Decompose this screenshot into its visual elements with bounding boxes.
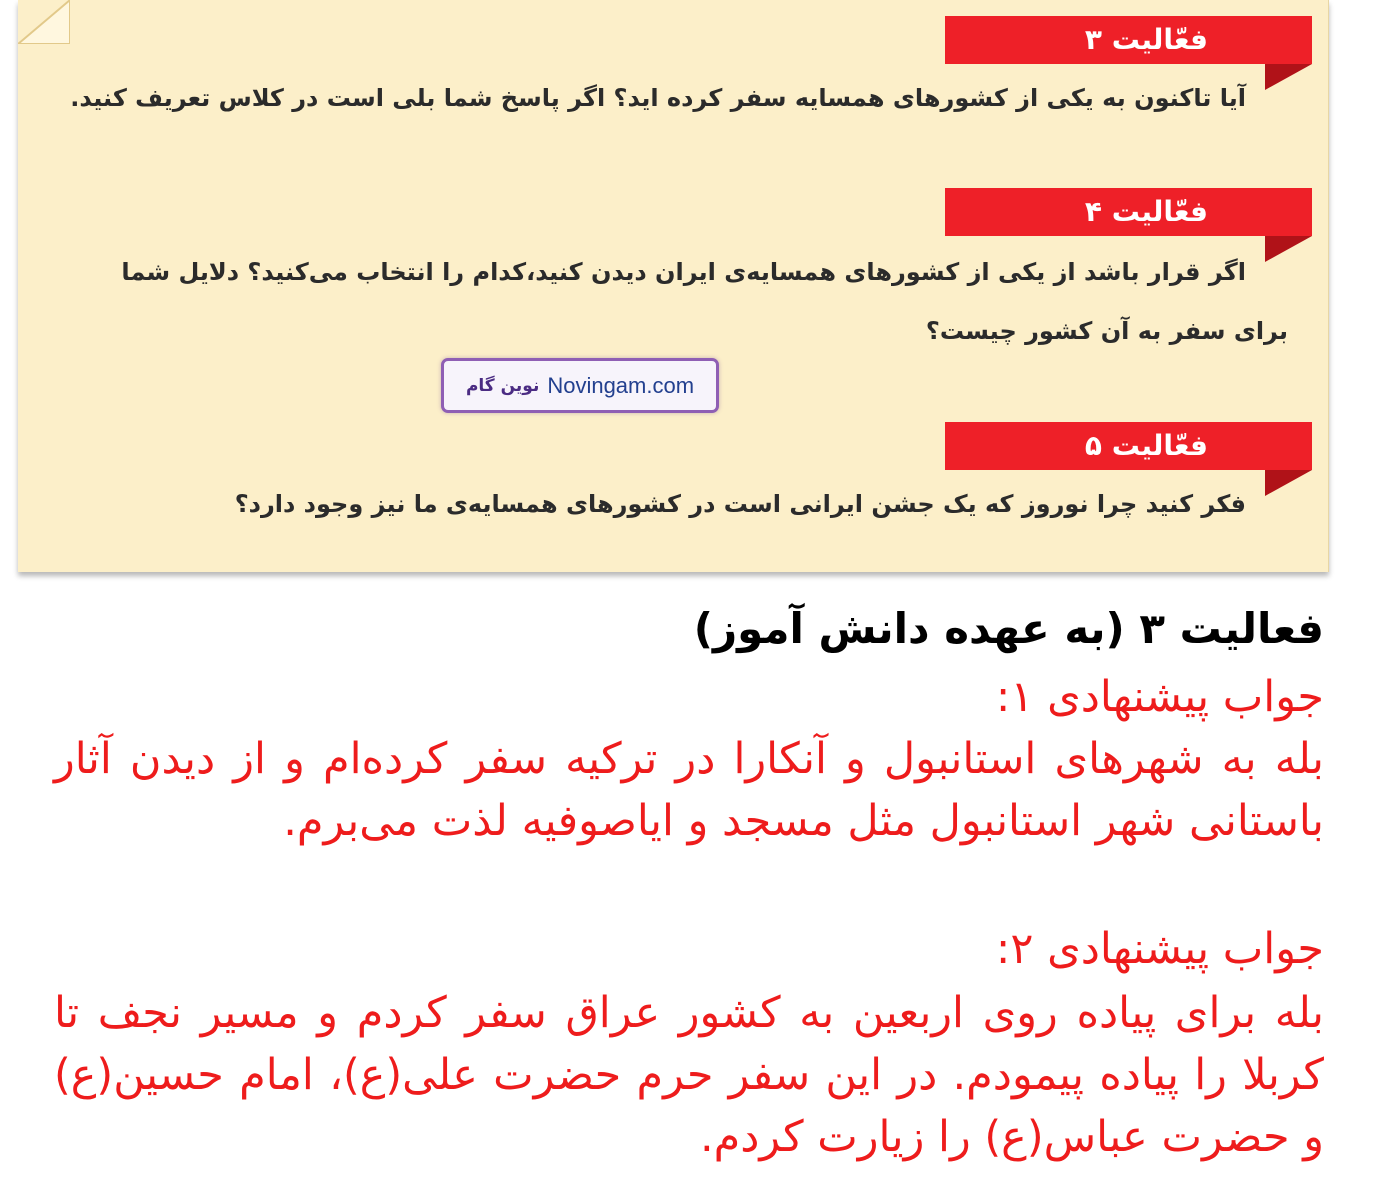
- activity-4-question-line-1: اگر قرار باشد از یکی از کشورهای همسایه‌ی ایران دیدن کنید،کدام را انتخاب می‌کنید؟ دلایل شما: [121, 258, 1246, 286]
- textbook-activity-box: [18, 0, 1329, 572]
- activity-3-question: آیا تاکنون به یکی از کشورهای همسایه سفر کرده اید؟ اگر پاسخ شما بلی است در کلاس تعریف کنید.: [70, 84, 1246, 112]
- activity-4-tab: فعّالیت ۴: [945, 188, 1312, 236]
- activity-4-question-line-2: برای سفر به آن کشور چیست؟: [925, 317, 1288, 345]
- novingam-site-text: Novingam.com: [547, 372, 695, 398]
- page-corner-fold: [18, 0, 70, 44]
- activity-3-tab-fold: [1265, 64, 1312, 90]
- activity-5-question: فکر کنید چرا نوروز که یک جشن ایرانی است در کشورهای همسایه‌ی ما نیز وجود دارد؟: [234, 490, 1246, 518]
- activity-5-tab-fold: [1265, 470, 1312, 496]
- suggestion-2-heading: جواب پیشنهادی ۲:: [995, 924, 1324, 974]
- activity-5-tab: فعّالیت ۵: [945, 422, 1312, 470]
- novingam-logo: نوین گام: [465, 375, 540, 396]
- activity-4-tab-fold: [1265, 236, 1312, 262]
- suggestion-1-heading: جواب پیشنهادی ۱:: [995, 672, 1324, 722]
- answer-section-title: فعالیت ۳ (به عهده دانش آموز): [693, 604, 1324, 653]
- suggestion-1-text: بله به شهرهای استانبول و آنکارا در ترکیه سفر کرده‌ام و از دیدن آثار باستانی شهر استانبول مثل مسجد و ایاصوفیه لذت می‌برم.: [54, 734, 1324, 846]
- suggestion-2-text: بله برای پیاده روی اربعین به کشور عراق سفر کردم و مسیر نجف تا کربلا را پیاده پیمودم. در این سفر حرم حضرت علی(ع)، امام حسین(ع) و حضرت عباس(ع) را زیارت کردم.: [54, 988, 1324, 1162]
- activity-3-tab: فعّالیت ۳: [945, 16, 1312, 64]
- novingam-watermark: [441, 358, 719, 413]
